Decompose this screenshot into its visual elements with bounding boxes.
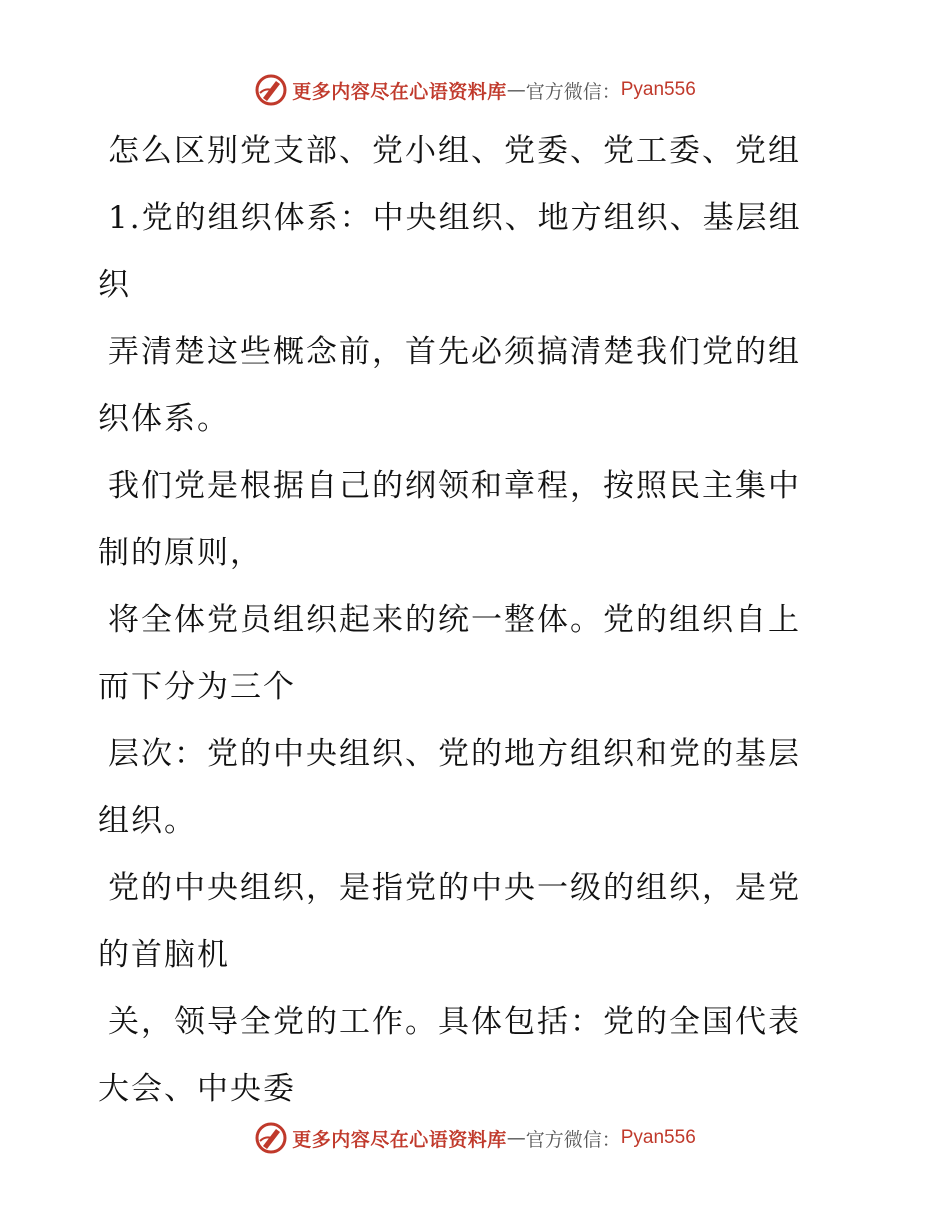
footer-banner	[0, 1118, 950, 1158]
paragraph: 将全体党员组织起来的统一整体。党的组织自上而下分为三个	[98, 602, 801, 705]
wechat-id: Pyan556	[620, 79, 696, 100]
document-body	[98, 118, 828, 1123]
wechat-id: Pyan556	[620, 1127, 696, 1148]
promo-text: 更多内容尽在心语资料库	[292, 80, 507, 103]
paragraph: 我们党是根据自己的纲领和章程，按照民主集中制的原则，	[98, 468, 801, 571]
paragraph: 层次：党的中央组织、党的地方组织和党的基层组织。	[98, 736, 801, 839]
banner-dash: —	[506, 79, 526, 101]
header-banner	[0, 70, 950, 110]
promo-text: 更多内容尽在心语资料库	[292, 1128, 507, 1151]
paragraph-title: 怎么区别党支部、党小组、党委、党工委、党组	[108, 133, 801, 169]
paragraph: 关，领导全党的工作。具体包括：党的全国代表大会、中央委	[98, 1004, 801, 1107]
paragraph: 弄清楚这些概念前，首先必须搞清楚我们党的组织体系。	[98, 334, 801, 437]
paragraph: 党的中央组织，是指党的中央一级的组织，是党的首脑机	[98, 870, 801, 973]
wechat-label: 官方微信：	[525, 80, 621, 103]
paragraph: 1.党的组织体系：中央组织、地方组织、基层组织	[98, 200, 802, 303]
pen-logo-icon	[254, 73, 288, 107]
pen-logo-icon	[254, 1121, 288, 1155]
banner-dash: —	[506, 1127, 526, 1149]
wechat-label: 官方微信：	[525, 1128, 621, 1151]
